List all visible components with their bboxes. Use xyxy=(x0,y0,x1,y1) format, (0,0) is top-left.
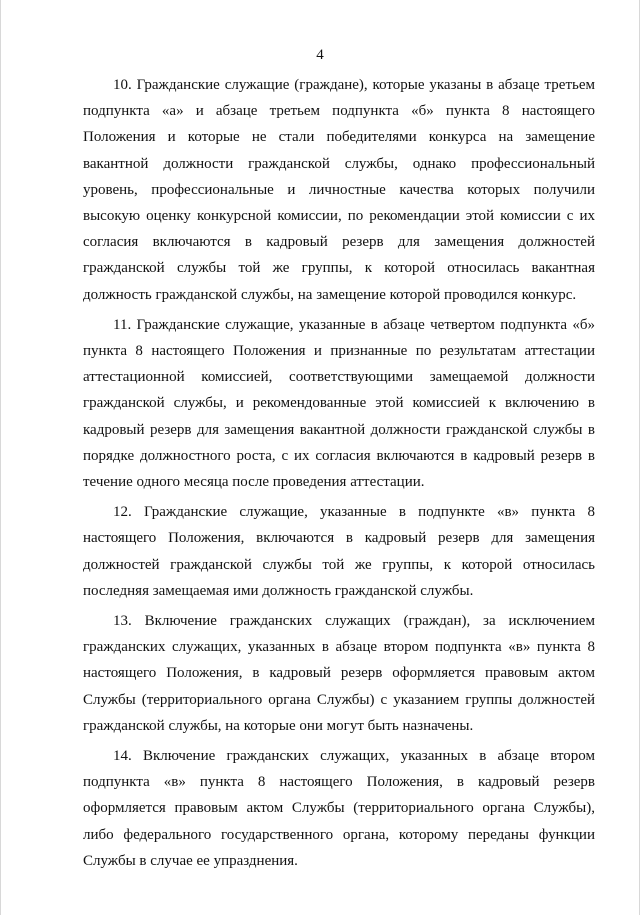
paragraph-10: 10. Гражданские служащие (граждане), которые указаны в абзаце третьем подпункта «а» и абзаце третьем подпункта «б» пункта 8 настоящего Положения и которые не стали победителями конкурса на замещение вакантной должности гражданской службы, однако профессиональный уровень, профессиональные и личностные качества которых получили высокую оценку конкурсной комиссии, по рекомендации этой комиссии с их согласия включаются в кадровый резерв для замещения должностей гражданской службы той же группы, к которой относилась вакантная должность гражданской службы, на замещение которой проводился конкурс. xyxy=(83,77,595,303)
paragraph-14: 14. Включение гражданских служащих, указанных в абзаце втором подпункта «в» пункта 8 настоящего Положения, в кадровый резерв оформляется правовым актом Службы (территориального органа Службы), либо федерального государственного органа, которому переданы функции Службы в случае ее упразднения. xyxy=(83,748,595,869)
document-body xyxy=(83,72,595,878)
page-number: 4 xyxy=(316,47,324,63)
paragraph-12: 12. Гражданские служащие, указанные в подпункте «в» пункта 8 настоящего Положения, включаются в кадровый резерв для замещения должностей гражданской службы той же группы, к которой относилась последняя замещаемая ими должность гражданской службы. xyxy=(83,504,595,599)
paragraph-13: 13. Включение гражданских служащих (граждан), за исключением гражданских служащих, указанных в абзаце втором подпункта «в» пункта 8 настоящего Положения, в кадровый резерв оформляется правовым актом Службы (территориального органа Службы) с указанием группы должностей гражданской службы, на которые они могут быть назначены. xyxy=(83,613,595,734)
paragraph-11: 11. Гражданские служащие, указанные в абзаце четвертом подпункта «б» пункта 8 настоящего Положения и признанные по результатам аттестации аттестационной комиссией, соответствующими замещаемой должности гражданской службы, и рекомендованные этой комиссией к включению в кадровый резерв для замещения вакантной должности гражданской службы в порядке должностного роста, с их согласия включаются в кадровый резерв в течение одного месяца после проведения аттестации. xyxy=(83,316,595,491)
